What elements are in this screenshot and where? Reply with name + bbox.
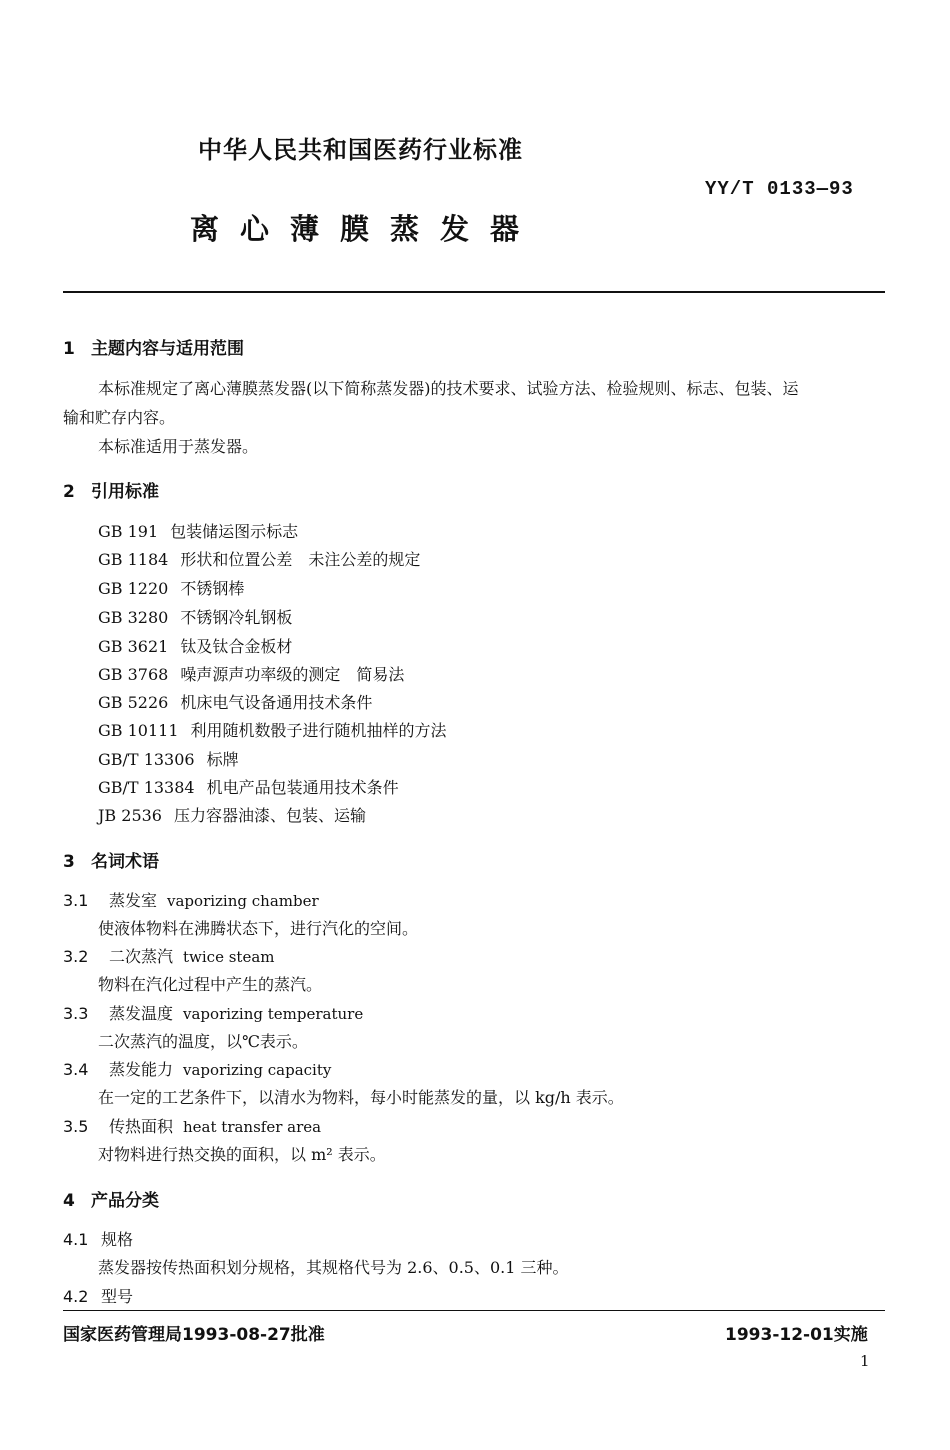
- term-definition: 在一定的工艺条件下，以清水为物料，每小时能蒸发的量，以 kg/h 表示。: [98, 1088, 624, 1107]
- term-chinese: 二次蒸汽: [109, 947, 174, 966]
- reference-item: [98, 775, 399, 798]
- section-1-paragraph-1-cont: 输和贮存内容。: [63, 408, 176, 427]
- term-english: vaporizing temperature: [183, 1005, 364, 1023]
- term-number: 3.4: [63, 1060, 89, 1079]
- reference-code: GB 3768: [98, 665, 169, 684]
- reference-name: 压力容器油漆、包装、运输: [173, 806, 366, 825]
- subsection-number: 4.2: [63, 1287, 89, 1306]
- subsection-4-2-heading: [63, 1284, 133, 1307]
- page-number: 1: [860, 1352, 870, 1370]
- reference-name: 利用随机数骰子进行随机抽样的方法: [190, 721, 447, 740]
- subsection-number: 4.1: [63, 1230, 89, 1249]
- subsection-4-1-text: 蒸发器按传热面积划分规格，其规格代号为 2.6、0.5、0.1 三种。: [98, 1258, 569, 1277]
- reference-code: GB 5226: [98, 693, 169, 712]
- section-title: 主题内容与适用范围: [91, 339, 244, 359]
- term-definition: 对物料进行热交换的面积，以 m² 表示。: [98, 1145, 386, 1164]
- term-english: twice steam: [183, 948, 275, 966]
- reference-item: [98, 547, 420, 570]
- section-2-heading: [63, 477, 159, 502]
- reference-name: 标牌: [206, 750, 239, 769]
- reference-item: [98, 747, 239, 770]
- reference-code: JB 2536: [98, 806, 162, 825]
- term-english: heat transfer area: [183, 1118, 322, 1136]
- term-heading: [63, 1001, 363, 1024]
- section-title: 产品分类: [91, 1191, 159, 1211]
- reference-code: GB/T 13384: [98, 778, 195, 797]
- reference-item: [98, 519, 298, 542]
- reference-item: [98, 718, 447, 741]
- section-title: 名词术语: [91, 852, 159, 872]
- term-english: vaporizing capacity: [183, 1061, 332, 1079]
- term-number: 3.1: [63, 891, 89, 910]
- term-definition: 二次蒸汽的温度，以℃表示。: [98, 1032, 308, 1051]
- reference-name: 包装储运图示标志: [170, 522, 299, 541]
- term-definition: 使液体物料在沸腾状态下，进行汽化的空间。: [98, 919, 419, 938]
- effective-date: 1993-12-01实施: [725, 1325, 868, 1345]
- reference-item: [98, 690, 372, 713]
- reference-code: GB 3621: [98, 637, 169, 656]
- reference-name: 噪声源声功率级的测定 简易法: [180, 665, 405, 684]
- section-title: 引用标准: [91, 482, 159, 502]
- term-heading: [63, 1057, 331, 1080]
- term-english: vaporizing chamber: [167, 892, 319, 910]
- term-heading: [63, 944, 275, 967]
- reference-name: 机床电气设备通用技术条件: [180, 693, 373, 712]
- section-number: 4: [63, 1191, 75, 1211]
- approval-line: 国家医药管理局1993-08-27批准: [63, 1325, 325, 1345]
- term-heading: [63, 1114, 321, 1137]
- reference-item: [98, 576, 244, 599]
- subsection-title: 规格: [101, 1230, 134, 1249]
- term-definition: 物料在汽化过程中产生的蒸汽。: [98, 975, 323, 994]
- subsection-4-1-heading: [63, 1227, 133, 1250]
- section-4-heading: [63, 1186, 159, 1211]
- reference-item: [98, 634, 292, 657]
- reference-code: GB 191: [98, 522, 159, 541]
- reference-item: [98, 803, 366, 826]
- section-3-heading: [63, 847, 159, 872]
- reference-name: 形状和位置公差 未注公差的规定: [180, 550, 421, 569]
- term-chinese: 传热面积: [109, 1117, 174, 1136]
- reference-name: 不锈钢棒: [180, 579, 245, 598]
- reference-name: 钛及钛合金板材: [180, 637, 293, 656]
- reference-code: GB/T 13306: [98, 750, 195, 769]
- header-divider: [63, 291, 885, 293]
- footer-divider: [63, 1310, 885, 1311]
- section-number: 2: [63, 482, 75, 502]
- term-number: 3.5: [63, 1117, 89, 1136]
- issuing-organization: 中华人民共和国医药行业标准: [198, 136, 523, 164]
- section-number: 3: [63, 852, 75, 872]
- section-1-paragraph-2: 本标准适用于蒸发器。: [98, 437, 259, 456]
- reference-name: 不锈钢冷轧钢板: [180, 608, 293, 627]
- term-number: 3.3: [63, 1004, 89, 1023]
- term-chinese: 蒸发温度: [109, 1004, 174, 1023]
- reference-item: [98, 605, 292, 628]
- reference-item: [98, 662, 404, 685]
- section-1-paragraph-1: 本标准规定了离心薄膜蒸发器(以下简称蒸发器)的技术要求、试验方法、检验规则、标志、包装、运: [98, 379, 799, 398]
- reference-code: GB 3280: [98, 608, 169, 627]
- reference-code: GB 10111: [98, 721, 179, 740]
- reference-name: 机电产品包装通用技术条件: [206, 778, 399, 797]
- section-1-heading: [63, 334, 244, 359]
- term-number: 3.2: [63, 947, 89, 966]
- document-title: 离心薄膜蒸发器: [190, 212, 541, 246]
- reference-code: GB 1184: [98, 550, 169, 569]
- term-chinese: 蒸发能力: [109, 1060, 174, 1079]
- term-heading: [63, 888, 319, 911]
- reference-code: GB 1220: [98, 579, 169, 598]
- section-number: 1: [63, 339, 75, 359]
- standard-code: YY/T 0133—93: [705, 178, 854, 200]
- subsection-title: 型号: [101, 1287, 134, 1306]
- term-chinese: 蒸发室: [109, 891, 158, 910]
